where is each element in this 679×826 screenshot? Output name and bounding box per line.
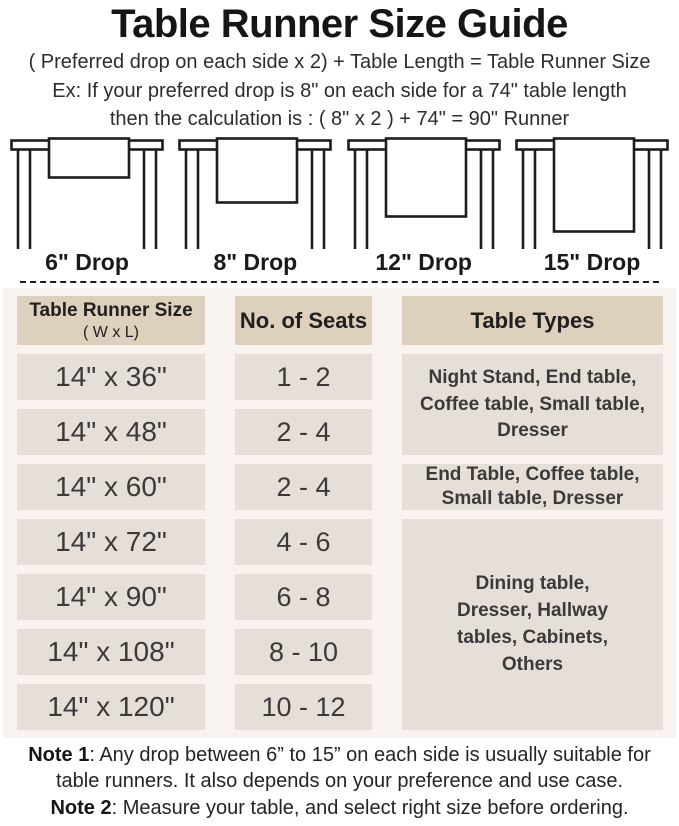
header-runner-size — [17, 296, 205, 345]
formula-line: ( Preferred drop on each side x 2) + Table Length = Table Runner Size — [28, 50, 651, 73]
seats-cell-6-8: 6 - 8 — [235, 574, 372, 620]
seats-cell-10-12: 10 - 12 — [235, 684, 372, 730]
seats-cell-2-4a: 2 - 4 — [235, 409, 372, 455]
note-2 — [4, 796, 675, 822]
drop-figure-8 — [177, 137, 333, 275]
drop-label-6: 6" Drop — [45, 249, 129, 276]
seats-cell-1-2: 1 - 2 — [235, 354, 372, 400]
table-runner-15-drop-illustration — [514, 137, 670, 249]
header-table-types: Table Types — [402, 296, 663, 345]
notes-section — [0, 743, 679, 821]
table-types-group-large — [402, 519, 663, 730]
dashed-divider — [20, 281, 659, 283]
example-line-1: Ex: If your preferred drop is 8" on each side for a 74" table length — [52, 79, 627, 102]
size-cell-14x108: 14" x 108" — [17, 629, 205, 675]
drop-illustrations-row — [0, 133, 679, 275]
page-title: Table Runner Size Guide — [111, 2, 568, 46]
table-runner-6-drop-illustration — [9, 137, 165, 249]
size-cell-14x72: 14" x 72" — [17, 519, 205, 565]
table-types-group-medium — [402, 464, 663, 510]
drop-label-15: 15" Drop — [543, 249, 641, 276]
size-guide-table — [3, 288, 676, 738]
size-cell-14x48: 14" x 48" — [17, 409, 205, 455]
seats-cell-2-4b: 2 - 4 — [235, 464, 372, 510]
size-cell-14x36: 14" x 36" — [17, 354, 205, 400]
drop-figure-6 — [9, 137, 165, 275]
table-types-group-small-text: Night Stand, End table, Coffee table, Small table, Dresser — [420, 366, 645, 442]
size-cell-14x120: 14" x 120" — [17, 684, 205, 730]
size-cell-14x60: 14" x 60" — [17, 464, 205, 510]
size-cell-14x90: 14" x 90" — [17, 574, 205, 620]
note-2-label: Note 2 — [50, 796, 112, 819]
header-runner-size-line1: Table Runner Size — [29, 299, 193, 321]
note-1-label: Note 1 — [28, 744, 90, 767]
note-2-text: : Measure your table, and select right size before ordering. — [111, 796, 629, 819]
example-line-2: then the calculation is : ( 8" x 2 ) + 74" = 90" Runner — [109, 108, 570, 131]
drop-figure-15 — [514, 137, 670, 275]
seats-cell-4-6: 4 - 6 — [235, 519, 372, 565]
drop-label-12: 12" Drop — [375, 249, 472, 276]
header-runner-size-line2: ( W x L) — [83, 323, 139, 341]
table-types-group-medium-text: End Table, Coffee table, Small table, Dresser — [425, 463, 640, 510]
table-runner-12-drop-illustration — [346, 137, 502, 249]
header-no-of-seats: No. of Seats — [235, 296, 372, 345]
note-1-text: : Any drop between 6” to 15” on each side is usually suitable for table runners. It also depends on your preference and use case. — [55, 744, 651, 793]
seats-cell-8-10: 8 - 10 — [235, 629, 372, 675]
drop-figure-12 — [346, 137, 502, 275]
table-types-group-small — [402, 354, 663, 455]
table-types-group-large-text: Dining table, Dresser, Hallway tables, Cabinets, Others — [456, 573, 609, 675]
table-runner-8-drop-illustration — [177, 137, 333, 249]
note-1 — [4, 743, 675, 794]
drop-label-8: 8" Drop — [213, 249, 298, 276]
